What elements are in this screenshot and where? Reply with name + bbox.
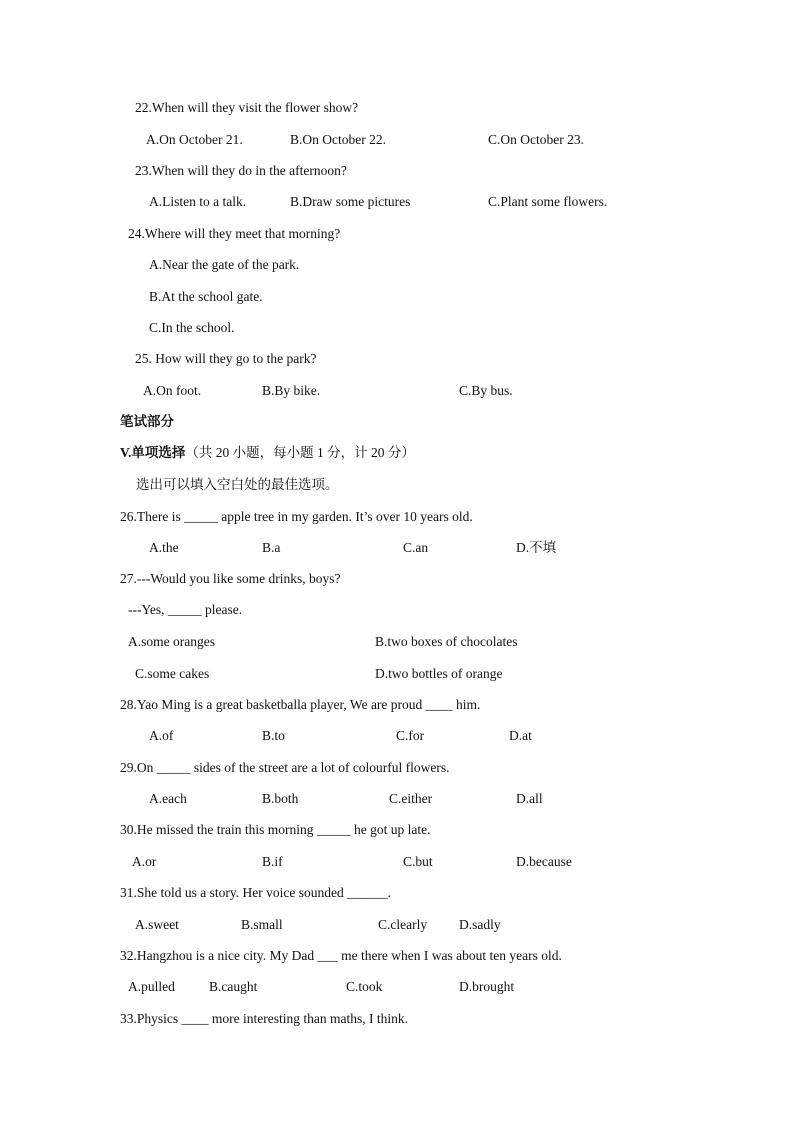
question-22-option-a: A.On October 21. xyxy=(146,132,243,147)
question-29-option-c: C.either xyxy=(389,791,433,806)
question-27-option-c: C.some cakes xyxy=(135,666,210,681)
question-28-option-c: C.for xyxy=(396,728,425,743)
question-30-option-d: D.because xyxy=(516,854,572,869)
question-25-option-b: B.By bike. xyxy=(262,383,321,398)
question-28-stem: 28.Yao Ming is a great basketballa player, We are proud ____ him. xyxy=(120,697,481,712)
question-28-option-d: D.at xyxy=(509,728,532,743)
question-29-option-b: B.both xyxy=(262,791,299,806)
question-25-option-c: C.By bus. xyxy=(459,383,513,398)
question-32-option-b: B.caught xyxy=(209,979,258,994)
question-27-option-b: B.two boxes of chocolates xyxy=(375,634,518,649)
question-31-stem: 31.She told us a story. Her voice sounded ______. xyxy=(120,885,391,900)
question-29-stem: 29.On _____ sides of the street are a lot of colourful flowers. xyxy=(120,760,450,775)
question-26-option-d: D.不填 xyxy=(516,540,557,555)
question-29-option-d: D.all xyxy=(516,791,543,806)
question-32-stem: 32.Hangzhou is a nice city. My Dad ___ me there when I was about ten years old. xyxy=(120,948,562,963)
question-26-option-b: B.a xyxy=(262,540,281,555)
question-23-option-b: B.Draw some pictures xyxy=(290,194,411,209)
question-24-option-b: B.At the school gate. xyxy=(149,289,263,304)
section-heading: 笔试部分 xyxy=(120,414,174,429)
question-32-option-c: C.took xyxy=(346,979,383,994)
question-30-option-c: C.but xyxy=(403,854,433,869)
question-22-option-b: B.On October 22. xyxy=(290,132,386,147)
part-5-label: V.单项选择 xyxy=(120,445,186,460)
question-32-option-a: A.pulled xyxy=(128,979,175,994)
question-33-stem: 33.Physics ____ more interesting than maths, I think. xyxy=(120,1011,408,1026)
question-31-option-a: A.sweet xyxy=(135,917,179,932)
question-27-option-a: A.some oranges xyxy=(128,634,215,649)
question-26-option-c: C.an xyxy=(403,540,429,555)
question-28-option-b: B.to xyxy=(262,728,285,743)
part-5-info: （共 20 小题，每小题 1 分，计 20 分） xyxy=(185,445,415,460)
question-30-option-b: B.if xyxy=(262,854,283,869)
question-23-option-a: A.Listen to a talk. xyxy=(149,194,247,209)
part-5-instruction: 选出可以填入空白处的最佳选项。 xyxy=(136,477,339,492)
question-24-stem: 24.Where will they meet that morning? xyxy=(128,226,341,241)
part-5-heading xyxy=(120,445,415,461)
question-24-option-a: A.Near the gate of the park. xyxy=(149,257,300,272)
question-27-option-d: D.two bottles of orange xyxy=(375,666,503,681)
question-27-stem: 27.---Would you like some drinks, boys? xyxy=(120,571,341,586)
question-31-option-c: C.clearly xyxy=(378,917,428,932)
question-25-stem: 25. How will they go to the park? xyxy=(135,351,317,366)
question-22-option-c: C.On October 23. xyxy=(488,132,584,147)
question-25-option-a: A.On foot. xyxy=(143,383,202,398)
question-22-stem: 22.When will they visit the flower show? xyxy=(135,100,359,115)
question-24-option-c: C.In the school. xyxy=(149,320,235,335)
question-31-option-d: D.sadly xyxy=(459,917,501,932)
question-31-option-b: B.small xyxy=(241,917,283,932)
question-32-option-d: D.brought xyxy=(459,979,515,994)
question-26-option-a: A.the xyxy=(149,540,179,555)
question-29-option-a: A.each xyxy=(149,791,187,806)
question-26-stem: 26.There is _____ apple tree in my garden. It’s over 10 years old. xyxy=(120,509,473,524)
question-30-stem: 30.He missed the train this morning _____ he got up late. xyxy=(120,822,431,837)
question-28-option-a: A.of xyxy=(149,728,174,743)
question-30-option-a: A.or xyxy=(132,854,157,869)
question-23-option-c: C.Plant some flowers. xyxy=(488,194,608,209)
question-23-stem: 23.When will they do in the afternoon? xyxy=(135,163,347,178)
question-27-stem-reply: ---Yes, _____ please. xyxy=(128,602,243,617)
